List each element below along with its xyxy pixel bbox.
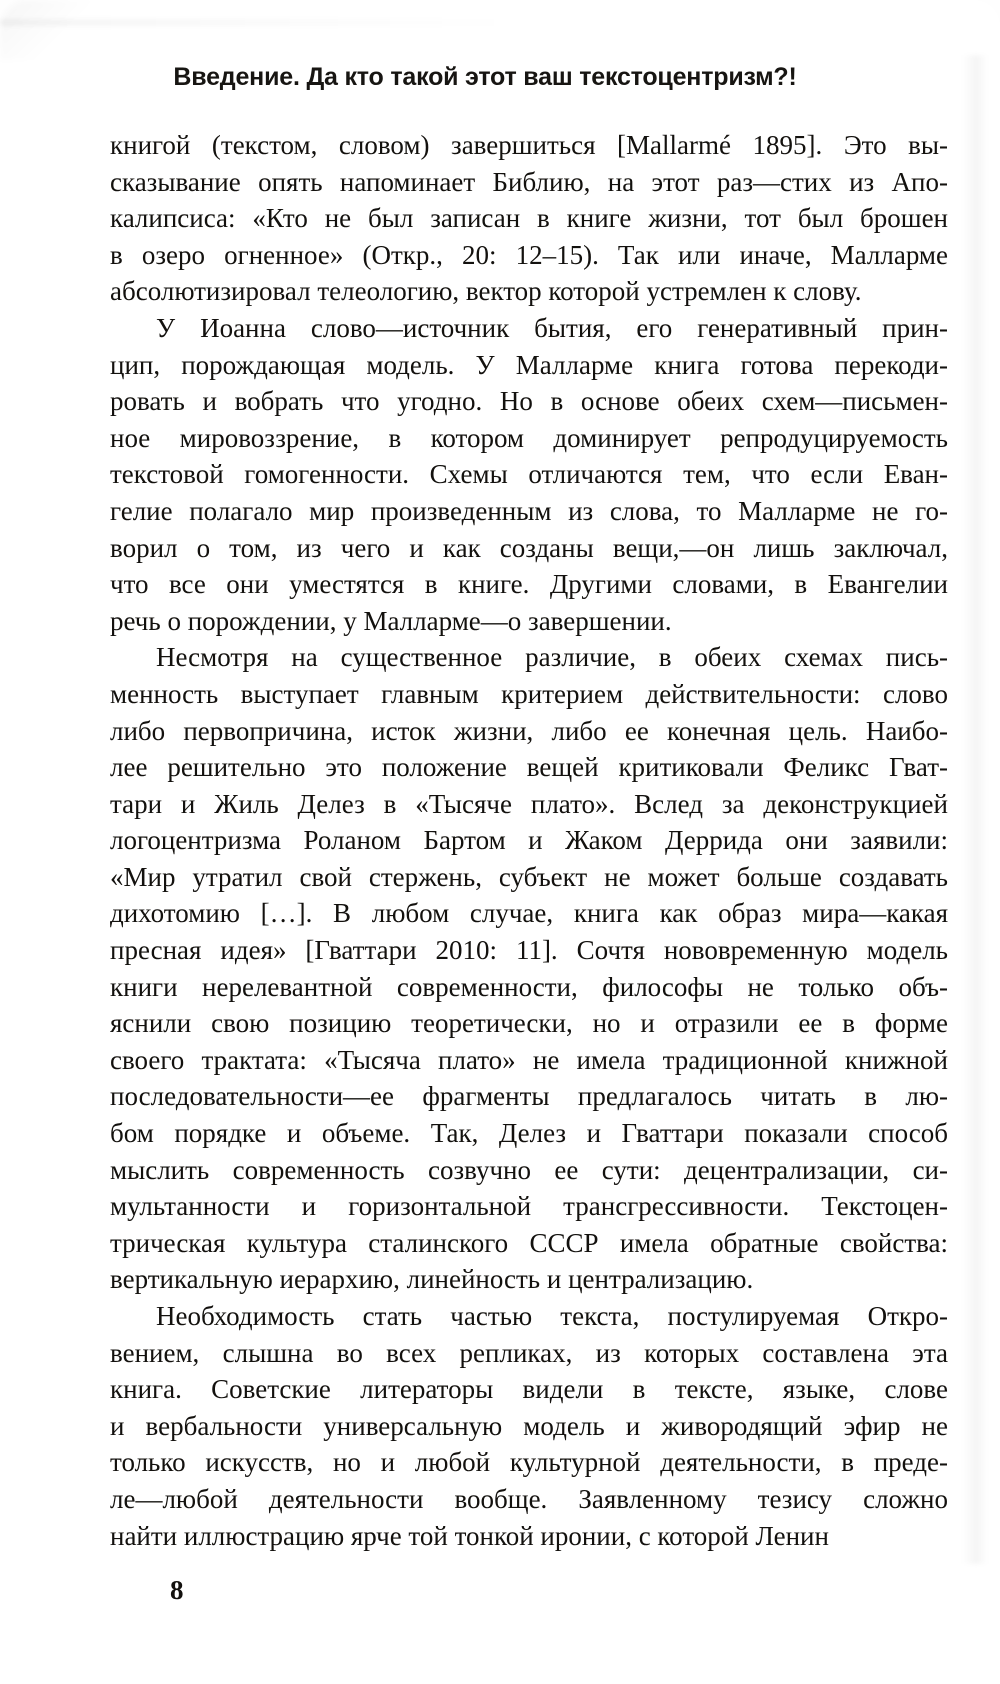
text-line: текстовой гомогенности. Схемы отличаются тем, что если Еван- <box>110 459 948 490</box>
paragraph <box>110 1298 948 1554</box>
text-line: «Мир утратил свой стержень, субъект не может больше создавать <box>110 861 948 892</box>
text-line: книга. Советские литераторы видели в тексте, языке, слове <box>110 1374 948 1405</box>
text-line: последовательности—ее фрагменты предлагалось читать в лю- <box>110 1081 948 1112</box>
text-line: пресная идея» [Гваттари 2010: 11]. Сочтя нововременную модель <box>110 935 948 966</box>
paragraph <box>110 310 948 639</box>
text-line: речь о порождении, у Малларме—о завершении. <box>110 605 672 636</box>
paragraph <box>110 639 948 1298</box>
page-number: 8 <box>170 1575 184 1605</box>
text-line: трическая культура сталинского СССР имела обратные свойства: <box>110 1227 948 1258</box>
text-line: вертикальную иерархию, линейность и централизацию. <box>110 1264 754 1295</box>
text-line: либо первопричина, исток жизни, либо ее конечная цель. Наибо- <box>110 715 948 746</box>
text-line: Необходимость стать частью текста, постулируемая Откро- <box>156 1301 948 1331</box>
text-line: дихотомию […]. В любом случае, книга как образ мира—какая <box>110 898 948 929</box>
text-line: ворил о том, из чего и как созданы вещи,—он лишь заключал, <box>110 532 948 563</box>
text-line: книгой (текстом, словом) завершиться [Mallarmé 1895]. Это вы- <box>110 130 948 160</box>
text-line: тари и Жиль Делез в «Тысяче плато». Вслед за деконструкцией <box>110 788 948 819</box>
text-line: своего трактата: «Тысяча плато» не имела традиционной книжной <box>110 1044 948 1075</box>
text-line: мультанности и горизонтальной трансгрессивности. Текстоцен- <box>110 1191 948 1222</box>
text-line: что все они уместятся в книге. Другими словами, в Евангелии <box>110 569 948 600</box>
text-line: и вербальности универсальную модель и живородящий эфир не <box>110 1410 948 1441</box>
text-line: гелие полагало мир произведенным из слова, то Малларме не го- <box>110 495 948 526</box>
text-line: мыслить современность созвучно ее сути: децентрализации, си- <box>110 1154 948 1185</box>
scan-edge-top <box>0 19 520 26</box>
text-line: абсолютизировал телеологию, вектор которой устремлен к слову. <box>110 276 862 307</box>
paragraph <box>110 127 948 310</box>
text-line: логоцентризма Роланом Бартом и Жаком Деррида они заявили: <box>110 825 948 856</box>
text-line: ле—любой деятельности вообще. Заявленному тезису сложно <box>110 1483 948 1514</box>
scan-edge-right <box>962 55 988 1564</box>
text-line: лее решительно это положение вещей критиковали Феликс Гват- <box>110 752 948 783</box>
text-line: Несмотря на существенное различие, в обеих схемах пись- <box>156 642 948 673</box>
text-line: У Иоанна слово—источник бытия, его генеративный прин- <box>156 312 948 343</box>
text-line: яснили свою позицию теоретически, но и отразили ее в форме <box>110 1008 948 1039</box>
text-line: ровать и вобрать что угодно. Но в основе обеих схем—письмен- <box>110 386 948 417</box>
text-line: вением, слышна во всех репликах, из которых составлена эта <box>110 1337 948 1368</box>
text-line: только искусств, но и любой культурной деятельности, в преде- <box>110 1447 948 1478</box>
text-line: книги нерелевантной современности, философы не только объ- <box>110 971 948 1002</box>
scan-edge-corner <box>0 0 120 60</box>
running-header: Введение. Да кто такой этот ваш текстоцентризм?! <box>173 63 797 91</box>
text-line: в озеро огненное» (Откр., 20: 12–15). Так или иначе, Малларме <box>110 239 948 270</box>
text-line: калипсиса: «Кто не был записан в книге жизни, тот был брошен <box>110 203 948 234</box>
text-line: ное мировоззрение, в котором доминирует репродуцируемость <box>110 422 948 453</box>
text-line: бом порядке и объеме. Так, Делез и Гваттари показали способ <box>110 1118 948 1149</box>
text-line: менность выступает главным критерием действительности: слово <box>110 678 948 709</box>
text-line: цип, порождающая модель. У Малларме книга готова перекоди- <box>110 349 948 380</box>
body-text <box>110 127 948 1554</box>
text-line: сказывание опять напоминает Библию, на этот раз—стих из Апо- <box>110 166 948 197</box>
text-line: найти иллюстрацию ярче той тонкой иронии, с которой Ленин <box>110 1520 829 1551</box>
